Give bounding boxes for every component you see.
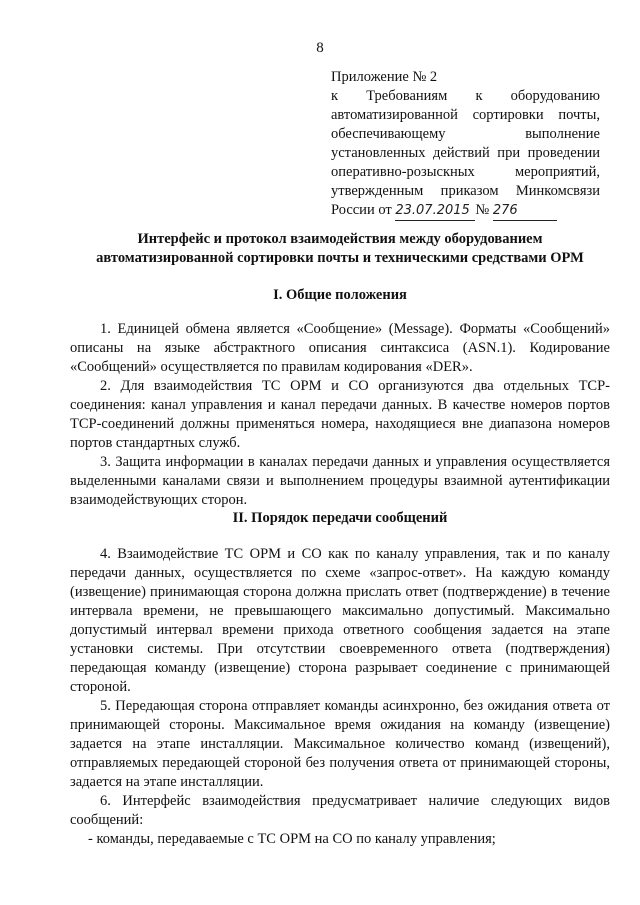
appendix-line: утвержденным приказом Минкомсвязи xyxy=(331,183,600,199)
paragraph: 1. Единицей обмена является «Сообщение» (Message). Форматы «Сообщений» описаны на языке абстрактного описания синтаксиса (ASN.1). Кодирование «Сообщений» осуществляется по правилам кодирования «DER». xyxy=(70,321,610,375)
number-sign: № xyxy=(475,202,490,218)
appendix-line: к Требованиям к оборудованию xyxy=(331,88,600,104)
paragraph: 4. Взаимодействие ТС ОРМ и СО как по каналу управления, так и по каналу передачи данных, осуществляется по схеме «запрос-ответ». На каждую команду (извещение) принимающая сторона должна прислать ответ (подтверждение) в течение интервала времени, не превышающего максимально допустимый. Максимально допустимый интервал времени прихода ответного сообщения задается на этапе установки системы. При отсутствии своевременного ответа (подтверждения) передающая команду (извещение) сторона разрывает соединение с принимающей стороной. xyxy=(70,546,610,695)
appendix-block xyxy=(331,68,600,221)
appendix-signature-line xyxy=(331,201,600,221)
appendix-line: оперативно-розыскных мероприятий, xyxy=(331,164,600,180)
paragraph: 6. Интерфейс взаимодействия предусматривает наличие следующих видов сообщений: xyxy=(70,793,610,828)
section-1-body xyxy=(70,320,610,510)
list-item: - команды, передаваемые с ТС ОРМ на СО по каналу управления; xyxy=(88,831,496,847)
document-title-line: Интерфейс и протокол взаимодействия между оборудованием xyxy=(137,231,543,247)
appendix-line: Приложение № 2 xyxy=(331,69,438,85)
appendix-line: обеспечивающему выполнение xyxy=(331,126,600,142)
paragraph: 3. Защита информации в каналах передачи данных и управления осуществляется выделенными каналами связи и выполнением процедуры взаимной аутентификации взаимодействующих сторон. xyxy=(70,454,610,508)
document-title-line: автоматизированной сортировки почты и техническими средствами ОРМ xyxy=(96,250,584,266)
appendix-line: установленных действий при проведении xyxy=(331,145,600,161)
document-title xyxy=(60,230,620,268)
page-number: 8 xyxy=(316,40,324,56)
section-2-body xyxy=(70,545,610,849)
section-2-heading: II. Порядок передачи сообщений xyxy=(232,510,448,526)
section-1-heading: I. Общие положения xyxy=(273,287,407,303)
paragraph: 2. Для взаимодействия ТС ОРМ и СО организуются два отдельных TCP-соединения: канал управления и канал передачи данных. В качестве номеров портов TCP-соединений должны применяться номера, находящиеся вне диапазона номеров портов стандартных служб. xyxy=(70,378,610,451)
handwritten-number: 276 xyxy=(493,201,557,221)
appendix-line: России от xyxy=(331,202,392,218)
appendix-line: автоматизированной сортировки почты, xyxy=(331,107,600,123)
handwritten-date: 23.07.2015 xyxy=(395,201,475,221)
paragraph: 5. Передающая сторона отправляет команды асинхронно, без ожидания ответа от принимающей стороны. Максимальное время ожидания на команду (извещение) задается на этапе инсталляции. Максимальное количество команд (извещений), отправляемых передающей стороной без получения ответа от принимающей стороны, задается на этапе инсталляции. xyxy=(70,698,610,790)
